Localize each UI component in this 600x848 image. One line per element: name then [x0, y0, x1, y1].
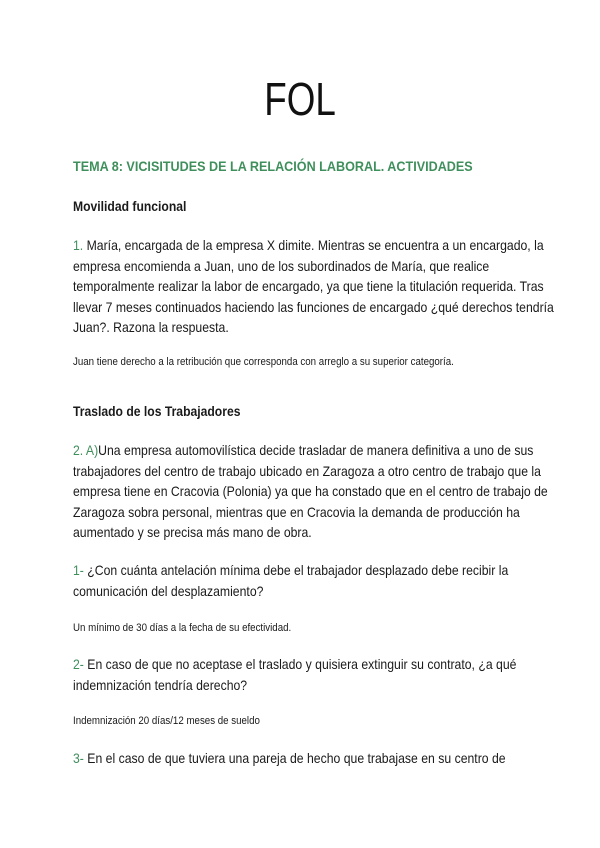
question-line: Zaragoza sobra personal, mientras que en Cracovia la demanda de producción ha: [73, 504, 520, 520]
question-line: [73, 441, 534, 462]
question-line: comunicación del desplazamiento?: [73, 583, 264, 599]
question-line: [73, 561, 514, 582]
section-subtitle-movilidad: Movilidad funcional: [73, 199, 187, 214]
question-number: 3-: [73, 751, 84, 766]
question-text: María, encargada de la empresa X dimite. Mientras se encuentra a un encargado, la: [86, 238, 544, 253]
question-text: ¿Con cuánta antelación mínima debe el trabajador desplazado debe recibir la: [87, 563, 509, 578]
topic-heading: TEMA 8: VICISITUDES DE LA RELACIÓN LABORAL. ACTIVIDADES: [73, 158, 473, 174]
answer-sub-1: Un mínimo de 30 días a la fecha de su efectividad.: [73, 622, 292, 634]
question-line: [73, 655, 517, 676]
sub-question-3: [73, 749, 514, 770]
page-title: FOL: [264, 73, 336, 125]
question-line: aumentado y se precisa más mano de obra.: [73, 525, 312, 541]
question-text: En el caso de que tuviera una pareja de hecho que trabajase en su centro de: [87, 751, 506, 766]
question-number: 1-: [73, 563, 84, 578]
question-number: 1.: [73, 238, 84, 253]
question-line: [73, 236, 544, 257]
answer-sub-2: Indemnización 20 días/12 meses de sueldo: [73, 715, 260, 727]
question-line: Juan?. Razona la respuesta.: [73, 320, 229, 336]
sub-question-2: [73, 655, 517, 696]
question-line: indemnización tendría derecho?: [73, 677, 248, 693]
section-subtitle-traslado: Traslado de los Trabajadores: [73, 404, 241, 419]
question-text: En caso de que no aceptase el traslado y quisiera extinguir su contrato, ¿a qué: [87, 657, 517, 672]
question-line: trabajadores del centro de trabajo ubicado en Zaragoza a otro centro de trabajo que la: [73, 463, 541, 479]
question-text: Una empresa automovilística decide trasladar de manera definitiva a uno de sus: [98, 443, 534, 458]
question-line: temporalmente realizar la labor de encargado, ya que tiene la titulación requerida. Tras: [73, 279, 544, 295]
question-line: empresa encomienda a Juan, uno de los subordinados de María, que realice: [73, 258, 490, 274]
question-1: [73, 236, 554, 339]
question-number: 2. A): [73, 443, 99, 458]
question-number: 2-: [73, 657, 84, 672]
question-line: [73, 749, 514, 770]
answer-1: Juan tiene derecho a la retribución que corresponda con arreglo a su superior categoría.: [73, 356, 454, 368]
question-line: empresa tiene en Cracovia (Polonia) ya que ha constado que en el centro de trabajo de: [73, 484, 548, 500]
question-line: llevar 7 meses continuados haciendo las funciones de encargado ¿qué derechos tendría: [73, 299, 554, 315]
question-2a: [73, 441, 548, 544]
sub-question-1: [73, 561, 514, 602]
